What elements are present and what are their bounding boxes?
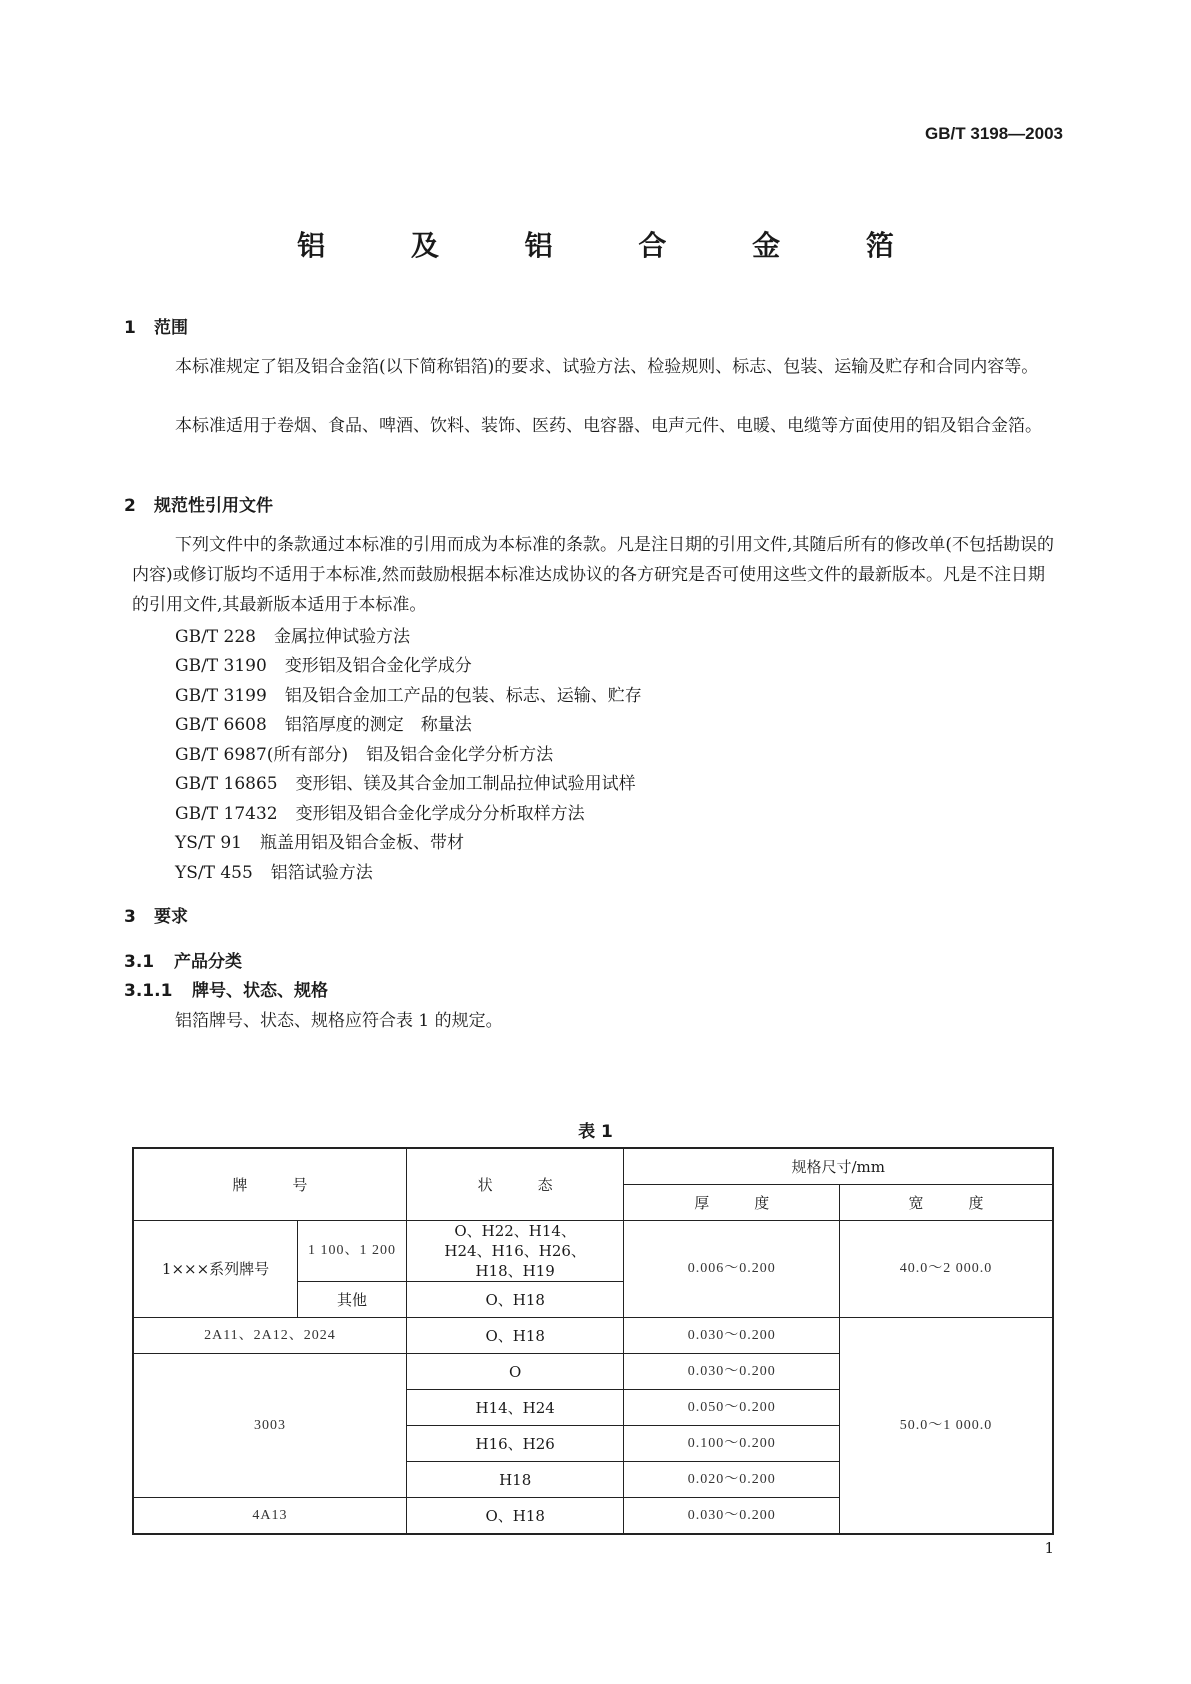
cell-thickness: 0.030～0.200: [624, 1354, 839, 1390]
cell-temper: H18: [406, 1462, 624, 1498]
cell-width: 40.0～2 000.0: [839, 1221, 1053, 1318]
reference-code: GB/T 228: [175, 627, 256, 647]
cell-temper: H14、H24: [406, 1390, 624, 1426]
cell-temper: O、H18: [406, 1282, 624, 1318]
section-2-heading: [124, 491, 273, 516]
cell-grade: 1×××系列牌号: [133, 1221, 298, 1318]
reference-title: 金属拉伸试验方法: [274, 627, 410, 647]
cell-grade: 2A11、2A12、2024: [133, 1318, 406, 1354]
reference-item: [175, 681, 642, 706]
cell-temper: H16、H26: [406, 1426, 624, 1462]
cell-temper: O、H18: [406, 1318, 624, 1354]
header-grade: 牌 号: [133, 1148, 406, 1221]
header-width: 宽 度: [839, 1185, 1053, 1221]
reference-title: 铝箔厚度的测定 称量法: [284, 715, 472, 735]
reference-code: GB/T 17432: [175, 804, 278, 824]
reference-item: [175, 710, 472, 735]
header-dimensions: 规格尺寸/mm: [624, 1148, 1053, 1185]
cell-grade: 4A13: [133, 1498, 406, 1535]
reference-title: 铝箔试验方法: [270, 863, 373, 883]
reference-code: GB/T 3199: [175, 686, 267, 706]
section-title: 范围: [154, 318, 188, 338]
reference-code: GB/T 6987(所有部分): [175, 745, 349, 765]
cell-temper: O、H22、H14、H24、H16、H26、H18、H19: [406, 1221, 624, 1282]
section-3-heading: [124, 902, 188, 927]
document-title: 铝 及 铝 合 金 箔: [297, 229, 932, 262]
table-caption: 表 1: [578, 1122, 613, 1142]
cell-sub-grade: 1 100、1 200: [298, 1221, 407, 1282]
reference-code: YS/T 91: [175, 833, 242, 853]
reference-title: 铝及铝合金化学分析方法: [366, 745, 554, 765]
reference-code: GB/T 3190: [175, 656, 267, 676]
reference-title: 瓶盖用铝及铝合金板、带材: [259, 833, 464, 853]
subsection-title: 牌号、状态、规格: [192, 981, 328, 1001]
cell-thickness: 0.006～0.200: [624, 1221, 839, 1318]
cell-thickness: 0.020～0.200: [624, 1462, 839, 1498]
table-row: [133, 1221, 1053, 1282]
table-row: [133, 1318, 1053, 1354]
cell-thickness: 0.030～0.200: [624, 1318, 839, 1354]
page-number: 1: [1044, 1539, 1054, 1557]
cell-grade: 3003: [133, 1354, 406, 1498]
reference-title: 变形铝、镁及其合金加工制品拉伸试验用试样: [295, 774, 636, 794]
cell-thickness: 0.030～0.200: [624, 1498, 839, 1535]
section-number: 1: [124, 318, 136, 338]
section-1-paragraph-1: 本标准规定了铝及铝合金箔(以下简称铝箔)的要求、试验方法、检验规则、标志、包装、运输及贮存和合同内容等。: [175, 357, 1039, 377]
reference-item: [175, 651, 472, 676]
section-2-paragraph: 下列文件中的条款通过本标准的引用而成为本标准的条款。凡是注日期的引用文件,其随后所有的修改单(不包括勘误的内容)或修订版均不适用于本标准,然而鼓励根据本标准达成协议的各方研究是否可使用这些文件的最新版本。凡是不注日期的引用文件,其最新版本适用于本标准。: [132, 535, 1055, 615]
reference-item: [175, 740, 553, 765]
section-number: 3: [124, 907, 136, 927]
reference-code: GB/T 6608: [175, 715, 267, 735]
cell-thickness: 0.100～0.200: [624, 1426, 839, 1462]
standard-code: GB/T 3198—2003: [925, 124, 1063, 143]
table-header-row: [133, 1148, 1053, 1185]
reference-item: [175, 828, 464, 853]
section-1-paragraph-2: 本标准适用于卷烟、食品、啤酒、饮料、装饰、医药、电容器、电声元件、电暖、电缆等方面使用的铝及铝合金箔。: [175, 416, 1042, 436]
cell-width: 50.0～1 000.0: [839, 1318, 1053, 1535]
reference-code: YS/T 455: [175, 863, 253, 883]
subsection-3-1-heading: [124, 947, 242, 972]
subsection-number: 3.1: [124, 952, 155, 972]
reference-item: [175, 858, 373, 883]
reference-item: [175, 622, 410, 647]
reference-code: GB/T 16865: [175, 774, 278, 794]
reference-item: [175, 799, 585, 824]
cell-temper: O: [406, 1354, 624, 1390]
cell-temper: O、H18: [406, 1498, 624, 1535]
section-title: 规范性引用文件: [154, 496, 273, 516]
reference-item: [175, 769, 636, 794]
section-title: 要求: [154, 907, 188, 927]
cell-sub-grade: 其他: [298, 1282, 407, 1318]
subsection-3-1-1-heading: [124, 976, 328, 1001]
cell-thickness: 0.050～0.200: [624, 1390, 839, 1426]
section-number: 2: [124, 496, 136, 516]
reference-title: 变形铝及铝合金化学成分: [284, 656, 472, 676]
reference-title: 铝及铝合金加工产品的包装、标志、运输、贮存: [284, 686, 642, 706]
subsection-number: 3.1.1: [124, 981, 173, 1001]
subsection-title: 产品分类: [174, 952, 242, 972]
spec-table: [132, 1147, 1054, 1535]
reference-title: 变形铝及铝合金化学成分分析取样方法: [295, 804, 585, 824]
header-thickness: 厚 度: [624, 1185, 839, 1221]
header-temper: 状 态: [406, 1148, 624, 1221]
section-1-heading: [124, 313, 188, 338]
section-3-paragraph: 铝箔牌号、状态、规格应符合表 1 的规定。: [175, 1011, 503, 1031]
